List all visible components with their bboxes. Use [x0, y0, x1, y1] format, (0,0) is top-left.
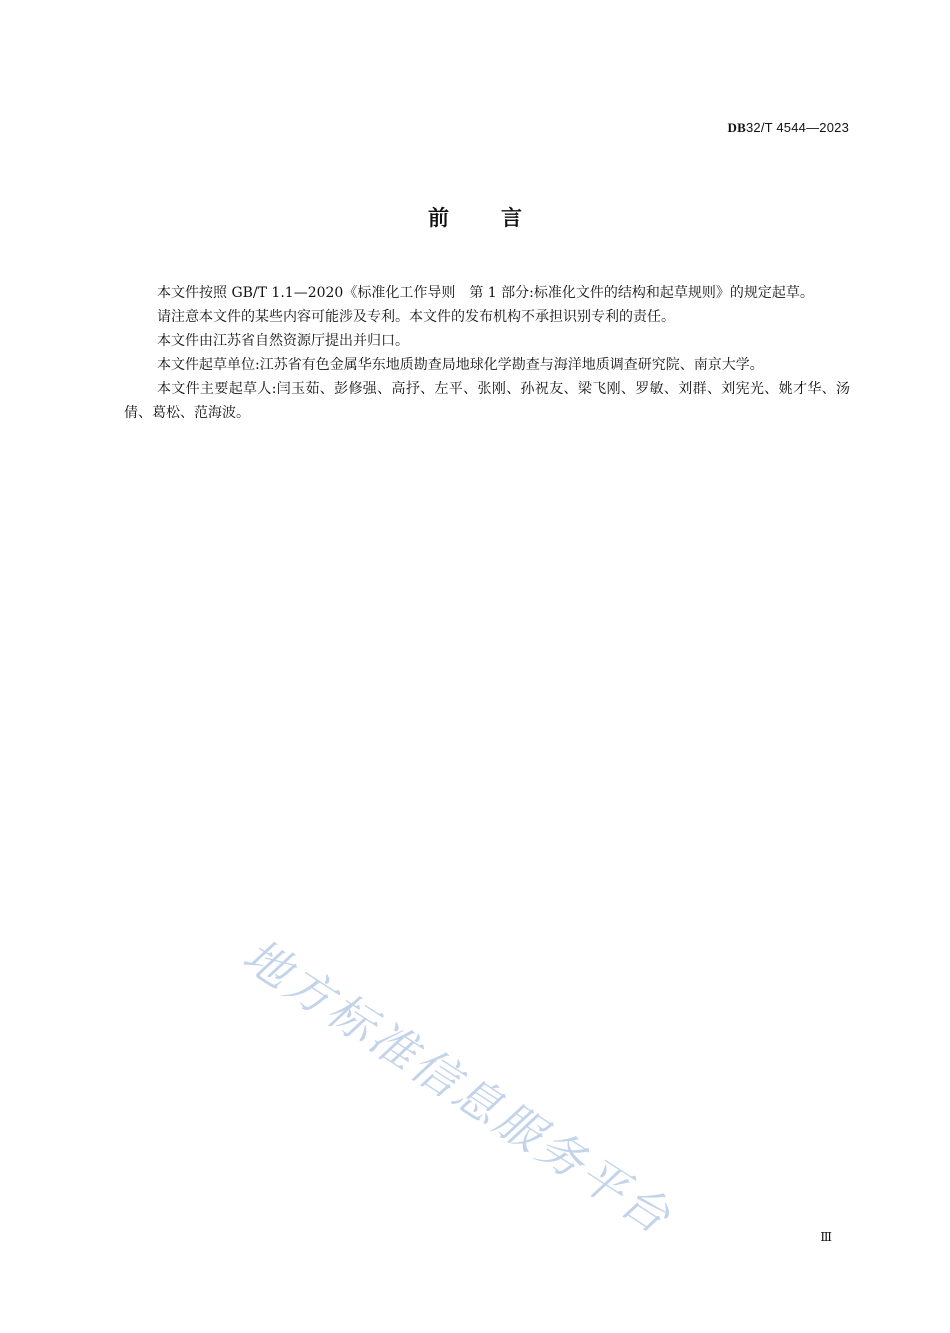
paragraph-proposer: 本文件由江苏省自然资源厅提出并归口。: [157, 333, 409, 349]
document-code: [728, 120, 850, 136]
document-code-number: 32/T 4544—2023: [745, 120, 849, 135]
foreword-body: [124, 281, 850, 425]
page-title: 前言: [428, 206, 574, 230]
paragraph-patent-notice: 请注意本文件的某些内容可能涉及专利。本文件的发布机构不承担识别专利的责任。: [157, 309, 675, 325]
paragraph-drafting-rules: 本文件按照 GB/T 1.1—2020《标准化工作导则 第 1 部分:标准化文件的结构和起草规则》的规定起草。: [157, 285, 814, 301]
watermark: 地方标准信息服务平台: [233, 927, 683, 1246]
page-number: Ⅲ: [820, 1230, 832, 1244]
document-code-prefix: DB: [727, 120, 746, 135]
paragraph-drafting-units: 本文件起草单位:江苏省有色金属华东地质勘查局地球化学勘查与海洋地质调查研究院、南京大学。: [157, 357, 764, 373]
paragraph-drafters: 本文件主要起草人:闫玉茹、彭修强、高抒、左平、张刚、孙祝友、梁飞刚、罗敏、刘群、刘宪光、姚才华、汤倩、葛松、范海波。: [124, 381, 850, 421]
